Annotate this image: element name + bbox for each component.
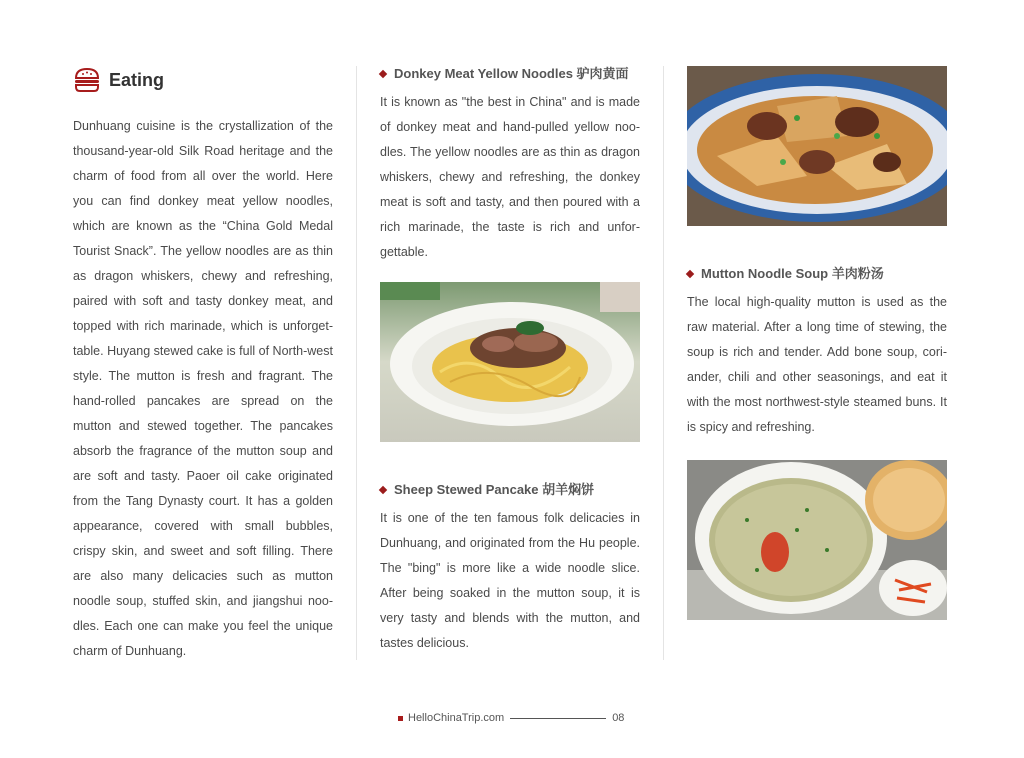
dish-title: Sheep Stewed Pancake 胡羊焖饼 [394,482,595,497]
eating-column [73,66,333,664]
dish-sheep-pancake [380,482,640,656]
dish-description: The local high-quality mutton is used as the raw material. After a long time of stewing, the soup is rich and tender. Add bone soup, cori-ander, chili and other seasonings, and eat it with the most northwest-style steamed buns. It is spicy and refreshing. [687,295,947,434]
footer-square-icon [398,716,403,721]
section-header [73,66,333,94]
dish-mutton-soup [687,266,947,440]
dish-donkey-noodles [380,66,640,265]
section-title: Eating [109,69,165,90]
intro-paragraph: Dunhuang cuisine is the crystallization of the thousand-year-old Silk Road heritage and the charm of food from all over the world. Here you can find donkey meat yellow noodles, which are known as the “China Gold Medal Tourist Snack”. The yellow noodles are as thin as dragon whiskers, chewy and refreshing, paired with soft and tasty donkey meat, and topped with rich marinade, which is unforget-table. Huyang stewed cake is full of North-west style. The mutton is fresh and fragrant. The hand-rolled pancakes are spread on the mutton and stewed together. The pancakes absorb the fragrance of the mutton soup and are soft and tasty. Paoer oil cake originated from the Tang Dynasty court. It has a golden appearance, covered with small bubbles, crispy skin, and sweet and soft filling. There are also many delicacies such as mutton noodle soup, stuffed skin, and jiangshui noo-dles. Each one can make you feel the unique charm of Dunhuang. [73,119,333,658]
donkey-noodles-photo [380,282,640,442]
footer-rule [510,718,606,719]
bullet-diamond-icon [379,70,387,78]
column-divider [663,66,664,660]
page-number: 08 [612,712,625,724]
right-column [687,66,947,434]
middle-column [380,66,640,650]
footer-site: HelloChinaTrip.com [408,712,505,724]
bullet-diamond-icon [379,486,387,494]
dish-description: It is known as "the best in China" and is made of donkey meat and hand-pulled yellow noo-dles. The yellow noodles are as thin as dragon whiskers, chewy and refreshing, the donkey meat is soft and tasty, and then poured with a rich marinade, the taste is rich and unfor-gettable. [380,95,640,259]
column-divider [356,66,357,660]
page-footer [398,711,624,725]
burger-icon [73,66,101,94]
dish-description: It is one of the ten famous folk delicacies in Dunhuang, and originated from the Hu people. The "bing" is more like a wide noodle slice. After being soaked in the mutton soup, it is very tasty and blends with the mutton, and tastes delicious. [380,511,640,650]
dish-title: Mutton Noodle Soup 羊肉粉汤 [701,266,884,281]
dish-title: Donkey Meat Yellow Noodles 驴肉黄面 [394,66,629,81]
bullet-diamond-icon [686,270,694,278]
mutton-soup-photo [687,460,947,620]
sheep-pancake-photo [687,66,947,226]
